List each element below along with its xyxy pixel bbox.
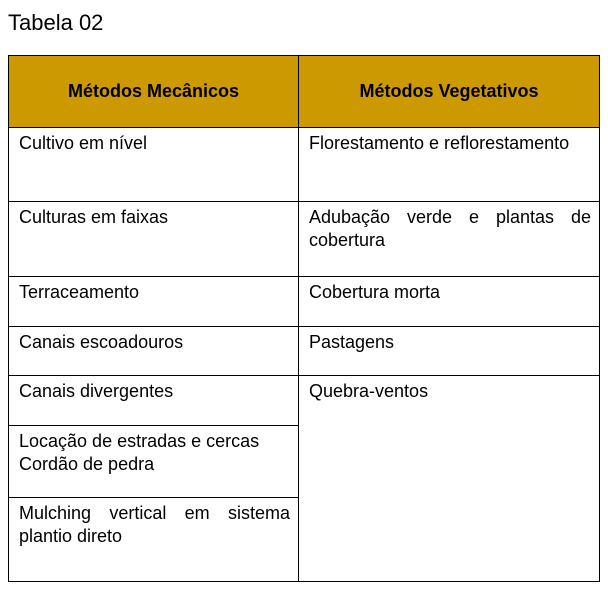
cell-vegetativo: Quebra-ventos (299, 376, 600, 582)
cell-mecanico: Terraceamento (9, 277, 299, 327)
header-metodos-vegetativos: Métodos Vegetativos (299, 56, 600, 128)
table-row (9, 202, 600, 277)
table-row (9, 327, 600, 376)
table-row (9, 277, 600, 327)
cell-vegetativo: Adubação verde e plantas de cobertura (299, 202, 600, 277)
cell-mecanico: Canais escoadouros (9, 327, 299, 376)
conservation-methods-table (8, 55, 600, 582)
cell-vegetativo: Florestamento e reflorestamento (299, 128, 600, 202)
cell-mecanico: Canais divergentes (9, 376, 299, 426)
table-row (9, 128, 600, 202)
cell-vegetativo: Cobertura morta (299, 277, 600, 327)
cell-mecanico: Culturas em faixas (9, 202, 299, 277)
cell-mecanico: Cultivo em nível (9, 128, 299, 202)
header-metodos-mecanicos: Métodos Mecânicos (9, 56, 299, 128)
table-caption: Tabela 02 (8, 10, 104, 35)
cell-vegetativo: Pastagens (299, 327, 600, 376)
cell-mecanico: Locação de estradas e cercas Cordão de pedra (9, 426, 299, 498)
table-header-row (9, 56, 600, 128)
table-row (9, 376, 600, 426)
cell-mecanico: Mulching vertical em sistema plantio direto (9, 498, 299, 582)
